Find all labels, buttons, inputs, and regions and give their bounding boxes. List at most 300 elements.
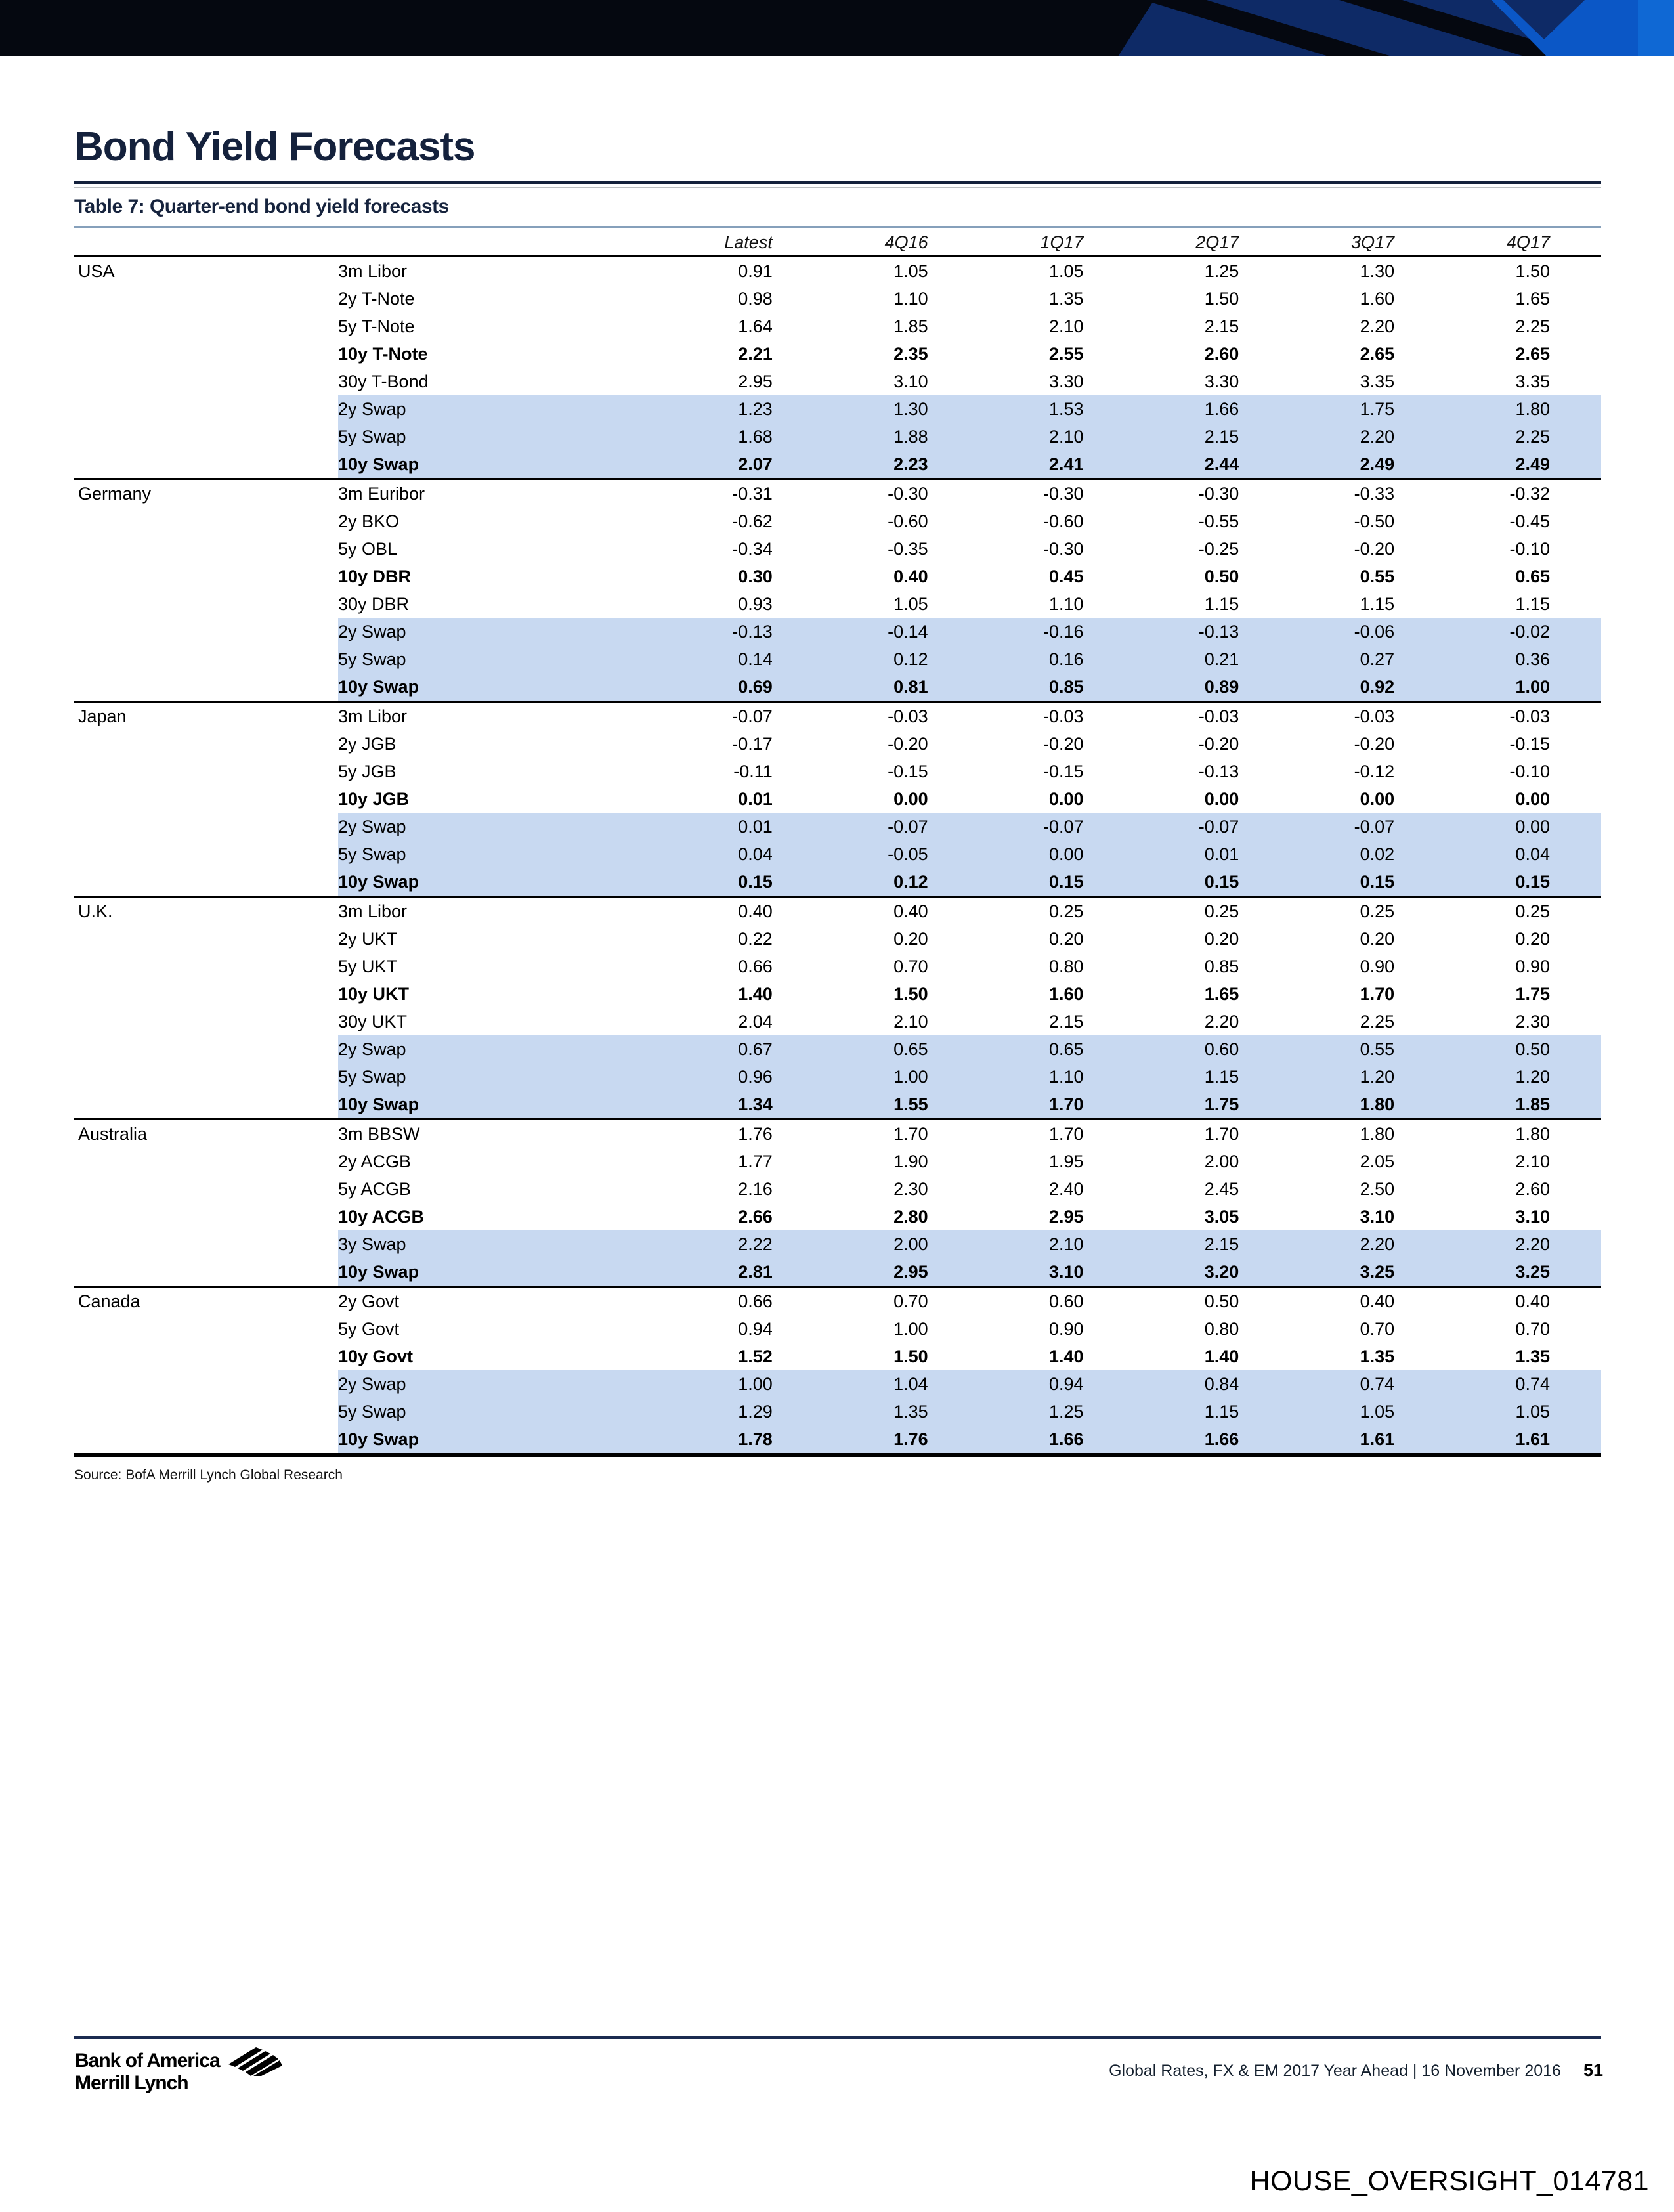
row-right-spacer — [1550, 925, 1601, 953]
doc-title-date: Global Rates, FX & EM 2017 Year Ahead | 16 November 2016 — [1109, 2062, 1561, 2080]
value-cell: 2.15 — [1204, 427, 1239, 446]
value-cell: 0.60 — [1048, 1291, 1084, 1311]
row-values — [338, 868, 1601, 896]
table-row — [74, 480, 1601, 508]
value-cell: 0.70 — [893, 957, 928, 976]
value-cell: 2.44 — [1204, 454, 1239, 474]
row-values — [338, 313, 1601, 340]
row-right-spacer — [1550, 1148, 1601, 1175]
row-right-spacer — [1550, 1398, 1601, 1425]
row-values — [338, 1035, 1601, 1063]
value-cell: 1.65 — [1204, 984, 1239, 1004]
table-row — [74, 730, 1601, 758]
value-cell: 1.04 — [893, 1374, 928, 1394]
row-right-spacer — [1550, 1091, 1601, 1118]
header-label-spacer — [338, 228, 617, 255]
value-cell: -0.07 — [888, 817, 928, 836]
value-cell: -0.60 — [888, 511, 928, 531]
row-right-spacer — [1550, 1288, 1601, 1315]
value-cell: -0.02 — [1509, 622, 1550, 641]
country-cell — [74, 1091, 338, 1118]
value-cell: 1.95 — [1048, 1152, 1084, 1171]
value-cell: -0.16 — [1042, 622, 1084, 641]
row-values — [338, 980, 1601, 1008]
value-cell: 0.36 — [1515, 649, 1550, 669]
value-cell: 1.75 — [1204, 1095, 1239, 1114]
value-cell: -0.30 — [1042, 539, 1084, 559]
row-values — [338, 953, 1601, 980]
value-cell: 1.77 — [738, 1152, 773, 1171]
value-cell: 1.10 — [1048, 594, 1084, 614]
country-cell — [74, 590, 338, 618]
country-cell — [74, 1175, 338, 1203]
table-body — [74, 257, 1601, 1453]
value-cell: 0.55 — [1360, 567, 1395, 586]
value-cell: -0.62 — [732, 511, 773, 531]
row-right-spacer — [1550, 953, 1601, 980]
value-cell: -0.45 — [1509, 511, 1550, 531]
value-cell: 1.70 — [1360, 984, 1395, 1004]
table-row — [74, 368, 1601, 395]
value-cell: 1.61 — [1360, 1429, 1395, 1449]
value-cell: 1.66 — [1204, 1429, 1239, 1449]
value-cell: 1.70 — [1204, 1124, 1239, 1144]
value-cell: 2.10 — [1048, 316, 1084, 336]
value-cell: 0.02 — [1360, 844, 1395, 864]
table-bottom-rule — [74, 1453, 1601, 1457]
value-cell: -0.03 — [1198, 706, 1239, 726]
value-cell: 0.20 — [1048, 929, 1084, 949]
value-cell: 1.29 — [738, 1402, 773, 1421]
value-cell: -0.15 — [1509, 734, 1550, 754]
value-cell: 1.10 — [1048, 1067, 1084, 1087]
row-values — [338, 898, 1601, 925]
value-cell: 1.66 — [1048, 1429, 1084, 1449]
value-cell: -0.60 — [1042, 511, 1084, 531]
value-cell: -0.10 — [1509, 539, 1550, 559]
footer-doc-info — [1109, 2060, 1603, 2081]
value-cell: 1.05 — [893, 261, 928, 281]
value-cell: -0.20 — [1198, 734, 1239, 754]
value-cell: 2.55 — [1048, 344, 1084, 364]
table-row — [74, 1120, 1601, 1148]
table-row — [74, 840, 1601, 868]
value-cell: 1.35 — [1048, 289, 1084, 309]
value-cell: -0.15 — [888, 762, 928, 781]
table-row — [74, 1230, 1601, 1258]
country-cell — [74, 508, 338, 535]
row-values — [338, 1398, 1601, 1425]
row-values — [338, 395, 1601, 423]
value-cell: 1.25 — [1204, 261, 1239, 281]
country-cell — [74, 840, 338, 868]
row-values — [338, 618, 1601, 645]
value-cell: 0.16 — [1048, 649, 1084, 669]
value-cell: 1.75 — [1360, 399, 1395, 419]
country-cell — [74, 758, 338, 785]
page-title: Bond Yield Forecasts — [74, 124, 475, 169]
value-cell: 0.65 — [893, 1039, 928, 1059]
value-cell: 2.25 — [1360, 1012, 1395, 1031]
row-right-spacer — [1550, 980, 1601, 1008]
brand-logo — [75, 2050, 220, 2094]
table-row — [74, 1063, 1601, 1091]
table-row — [74, 953, 1601, 980]
value-cell: 0.25 — [1360, 901, 1395, 921]
row-values — [338, 423, 1601, 450]
value-cell: 0.01 — [1204, 844, 1239, 864]
value-cell: 3.25 — [1360, 1262, 1395, 1282]
value-cell: 0.66 — [738, 957, 773, 976]
value-cell: 0.80 — [1204, 1319, 1239, 1339]
value-cell: -0.30 — [1042, 484, 1084, 504]
value-cell: 2.20 — [1360, 427, 1395, 446]
value-cell: 2.25 — [1515, 316, 1550, 336]
row-right-spacer — [1550, 313, 1601, 340]
value-cell: -0.35 — [888, 539, 928, 559]
value-cell: -0.03 — [1354, 706, 1395, 726]
table-row — [74, 898, 1601, 925]
value-cell: 0.91 — [738, 261, 773, 281]
value-cell: 2.49 — [1515, 454, 1550, 474]
value-cell: 1.23 — [738, 399, 773, 419]
value-cell: 0.40 — [893, 901, 928, 921]
instrument-cell: 5y JGB — [338, 762, 397, 781]
row-right-spacer — [1550, 1370, 1601, 1398]
row-right-spacer — [1550, 785, 1601, 813]
value-cell: -0.03 — [1509, 706, 1550, 726]
source-note: Source: BofA Merrill Lynch Global Research — [74, 1467, 343, 1483]
header-banner — [0, 0, 1674, 56]
value-cell: -0.50 — [1354, 511, 1395, 531]
value-cell: 2.10 — [1048, 427, 1084, 446]
country-cell — [74, 953, 338, 980]
instrument-cell: 10y JGB — [338, 789, 410, 809]
row-values — [338, 285, 1601, 313]
value-cell: 2.15 — [1048, 1012, 1084, 1031]
value-cell: 0.45 — [1048, 567, 1084, 586]
row-values — [338, 785, 1601, 813]
value-cell: 0.85 — [1048, 677, 1084, 697]
country-cell — [74, 673, 338, 701]
row-right-spacer — [1550, 868, 1601, 896]
value-cell: 1.30 — [1360, 261, 1395, 281]
value-cell: 0.20 — [1360, 929, 1395, 949]
value-cell: 1.60 — [1048, 984, 1084, 1004]
instrument-cell: 2y T-Note — [338, 289, 415, 309]
instrument-cell: 10y Swap — [338, 872, 419, 892]
value-cell: -0.17 — [732, 734, 773, 754]
value-cell: 0.20 — [1204, 929, 1239, 949]
row-right-spacer — [1550, 840, 1601, 868]
row-values — [338, 703, 1601, 730]
value-cell: 1.05 — [1048, 261, 1084, 281]
value-cell: 1.00 — [893, 1067, 928, 1087]
header-right-spacer — [1550, 228, 1601, 255]
value-cell: 0.00 — [1515, 817, 1550, 836]
value-cell: 3.35 — [1515, 372, 1550, 391]
instrument-cell: 10y ACGB — [338, 1207, 425, 1226]
table-row — [74, 618, 1601, 645]
value-cell: 0.14 — [738, 649, 773, 669]
value-cell: 1.78 — [738, 1429, 773, 1449]
table-row — [74, 645, 1601, 673]
instrument-cell: 2y Swap — [338, 399, 406, 419]
row-values — [338, 840, 1601, 868]
value-cell: 1.55 — [893, 1095, 928, 1114]
value-cell: 0.70 — [893, 1291, 928, 1311]
row-right-spacer — [1550, 1343, 1601, 1370]
table-row — [74, 423, 1601, 450]
value-cell: 1.10 — [893, 289, 928, 309]
value-cell: 1.60 — [1360, 289, 1395, 309]
value-cell: 3.25 — [1515, 1262, 1550, 1282]
row-right-spacer — [1550, 395, 1601, 423]
row-values — [338, 1203, 1601, 1230]
value-cell: 0.50 — [1204, 567, 1239, 586]
instrument-cell: 10y Swap — [338, 677, 419, 697]
footer-rule — [74, 2036, 1601, 2039]
country-cell — [74, 535, 338, 563]
row-values — [338, 340, 1601, 368]
value-cell: -0.13 — [732, 622, 773, 641]
row-right-spacer — [1550, 730, 1601, 758]
value-cell: 1.20 — [1515, 1067, 1550, 1087]
value-cell: 0.89 — [1204, 677, 1239, 697]
table-row — [74, 813, 1601, 840]
value-cell: 1.76 — [738, 1124, 773, 1144]
row-values — [338, 535, 1601, 563]
instrument-cell: 30y DBR — [338, 594, 410, 614]
country-section-usa — [74, 257, 1601, 478]
value-cell: 0.04 — [1515, 844, 1550, 864]
row-right-spacer — [1550, 1120, 1601, 1148]
table-row — [74, 313, 1601, 340]
instrument-cell: 2y BKO — [338, 511, 400, 531]
value-cell: 2.81 — [738, 1262, 773, 1282]
table-row — [74, 868, 1601, 896]
value-cell: 0.20 — [1515, 929, 1550, 949]
value-cell: 0.90 — [1048, 1319, 1084, 1339]
banner-graphic — [0, 0, 1674, 56]
value-cell: 0.20 — [893, 929, 928, 949]
value-cell: -0.20 — [1354, 734, 1395, 754]
value-cell: 2.65 — [1360, 344, 1395, 364]
instrument-cell: 10y Swap — [338, 1429, 419, 1449]
instrument-cell: 3m Libor — [338, 901, 408, 921]
table-row — [74, 450, 1601, 478]
row-right-spacer — [1550, 1258, 1601, 1286]
instrument-cell: 5y Swap — [338, 1067, 406, 1087]
value-cell: 3.30 — [1048, 372, 1084, 391]
value-cell: 1.75 — [1515, 984, 1550, 1004]
row-right-spacer — [1550, 1175, 1601, 1203]
row-values — [338, 480, 1601, 508]
value-cell: 2.60 — [1204, 344, 1239, 364]
row-right-spacer — [1550, 450, 1601, 478]
country-cell: Canada — [78, 1291, 140, 1311]
value-cell: 2.20 — [1360, 1234, 1395, 1254]
value-cell: 0.40 — [893, 567, 928, 586]
table-row — [74, 1258, 1601, 1286]
row-values — [338, 257, 1601, 285]
country-cell: Japan — [78, 706, 127, 726]
value-cell: 1.15 — [1204, 1067, 1239, 1087]
value-cell: 1.76 — [893, 1429, 928, 1449]
row-values — [338, 450, 1601, 478]
value-cell: 3.10 — [1360, 1207, 1395, 1226]
value-cell: -0.05 — [888, 844, 928, 864]
table-row — [74, 1315, 1601, 1343]
table-header-cells — [338, 228, 1601, 255]
value-cell: 0.65 — [1048, 1039, 1084, 1059]
value-cell: 1.61 — [1515, 1429, 1550, 1449]
row-right-spacer — [1550, 1063, 1601, 1091]
value-cell: -0.11 — [733, 762, 773, 781]
value-cell: 2.10 — [893, 1012, 928, 1031]
row-right-spacer — [1550, 1008, 1601, 1035]
table-row — [74, 395, 1601, 423]
instrument-cell: 30y UKT — [338, 1012, 408, 1031]
value-cell: 1.50 — [893, 1347, 928, 1366]
value-cell: 1.00 — [738, 1374, 773, 1394]
value-cell: 1.15 — [1515, 594, 1550, 614]
brand-line2: Merrill Lynch — [75, 2072, 188, 2094]
value-cell: 0.25 — [1515, 901, 1550, 921]
value-cell: 2.05 — [1360, 1152, 1395, 1171]
table-row — [74, 285, 1601, 313]
value-cell: 2.20 — [1204, 1012, 1239, 1031]
value-cell: 1.53 — [1048, 399, 1084, 419]
row-values — [338, 1230, 1601, 1258]
value-cell: -0.20 — [888, 734, 928, 754]
instrument-cell: 10y UKT — [338, 984, 410, 1004]
value-cell: 0.65 — [1515, 567, 1550, 586]
value-cell: 2.80 — [893, 1207, 928, 1226]
table-row — [74, 1091, 1601, 1118]
value-cell: 1.40 — [1204, 1347, 1239, 1366]
row-right-spacer — [1550, 758, 1601, 785]
value-cell: 1.35 — [1515, 1347, 1550, 1366]
value-cell: -0.25 — [1198, 539, 1239, 559]
value-cell: 0.12 — [893, 649, 928, 669]
value-cell: 2.21 — [738, 344, 773, 364]
value-cell: -0.07 — [1354, 817, 1395, 836]
value-cell: -0.13 — [1198, 622, 1239, 641]
value-cell: 2.15 — [1204, 316, 1239, 336]
value-cell: 0.74 — [1515, 1374, 1550, 1394]
value-cell: 3.20 — [1204, 1262, 1239, 1282]
brand-line1: Bank of America — [75, 2050, 220, 2071]
value-cell: 1.80 — [1360, 1095, 1395, 1114]
table-row — [74, 340, 1601, 368]
value-cell: 1.40 — [1048, 1347, 1084, 1366]
row-values — [338, 1258, 1601, 1286]
bates-stamp: HOUSE_OVERSIGHT_014781 — [1249, 2165, 1649, 2197]
value-cell: 0.21 — [1204, 649, 1239, 669]
column-header: 1Q17 — [1040, 232, 1084, 252]
value-cell: -0.33 — [1354, 484, 1395, 504]
country-cell — [74, 1230, 338, 1258]
value-cell: 3.05 — [1204, 1207, 1239, 1226]
instrument-cell: 5y Govt — [338, 1319, 400, 1339]
value-cell: 2.35 — [893, 344, 928, 364]
country-cell — [74, 925, 338, 953]
value-cell: 0.00 — [1515, 789, 1550, 809]
value-cell: 2.04 — [738, 1012, 773, 1031]
row-values — [338, 508, 1601, 535]
instrument-cell: 5y T-Note — [338, 316, 415, 336]
value-cell: 0.15 — [1360, 872, 1395, 892]
value-cell: 2.95 — [738, 372, 773, 391]
table-row — [74, 563, 1601, 590]
value-cell: 0.84 — [1204, 1374, 1239, 1394]
value-cell: 0.40 — [738, 901, 773, 921]
row-right-spacer — [1550, 1203, 1601, 1230]
row-values — [338, 1425, 1601, 1453]
value-cell: 0.12 — [893, 872, 928, 892]
table-row — [74, 1370, 1601, 1398]
value-cell: -0.06 — [1354, 622, 1395, 641]
value-cell: 1.05 — [1515, 1402, 1550, 1421]
value-cell: 0.81 — [893, 677, 928, 697]
instrument-cell: 5y Swap — [338, 844, 406, 864]
value-cell: 2.25 — [1515, 427, 1550, 446]
row-right-spacer — [1550, 480, 1601, 508]
value-cell: 1.50 — [1515, 261, 1550, 281]
country-cell — [74, 285, 338, 313]
value-cell: 1.15 — [1204, 594, 1239, 614]
value-cell: -0.55 — [1198, 511, 1239, 531]
value-cell: -0.07 — [732, 706, 773, 726]
table-row — [74, 1148, 1601, 1175]
value-cell: 0.40 — [1515, 1291, 1550, 1311]
row-values — [338, 1091, 1601, 1118]
value-cell: 1.70 — [1048, 1095, 1084, 1114]
instrument-cell: 30y T-Bond — [338, 372, 429, 391]
value-cell: 2.22 — [738, 1234, 773, 1254]
country-cell — [74, 313, 338, 340]
value-cell: 0.15 — [1515, 872, 1550, 892]
table-row — [74, 1008, 1601, 1035]
value-cell: 1.25 — [1048, 1402, 1084, 1421]
value-cell: 1.05 — [1360, 1402, 1395, 1421]
value-cell: 1.88 — [893, 427, 928, 446]
value-cell: -0.13 — [1198, 762, 1239, 781]
country-section-canada — [74, 1286, 1601, 1453]
row-values — [338, 1148, 1601, 1175]
value-cell: 0.69 — [738, 677, 773, 697]
table-row — [74, 980, 1601, 1008]
value-cell: 0.98 — [738, 289, 773, 309]
instrument-cell: 10y Swap — [338, 1262, 419, 1282]
instrument-cell: 2y Swap — [338, 1374, 406, 1394]
value-cell: 1.35 — [893, 1402, 928, 1421]
country-section-uk — [74, 896, 1601, 1118]
table-row — [74, 703, 1601, 730]
value-cell: 2.15 — [1204, 1234, 1239, 1254]
header-country-spacer — [74, 228, 338, 255]
value-cell: -0.07 — [1198, 817, 1239, 836]
row-right-spacer — [1550, 898, 1601, 925]
value-cell: 2.30 — [1515, 1012, 1550, 1031]
instrument-cell: 3m BBSW — [338, 1124, 420, 1144]
value-cell: 0.96 — [738, 1067, 773, 1087]
value-cell: 1.20 — [1360, 1067, 1395, 1087]
row-values — [338, 758, 1601, 785]
table-row — [74, 1175, 1601, 1203]
table-row — [74, 1035, 1601, 1063]
